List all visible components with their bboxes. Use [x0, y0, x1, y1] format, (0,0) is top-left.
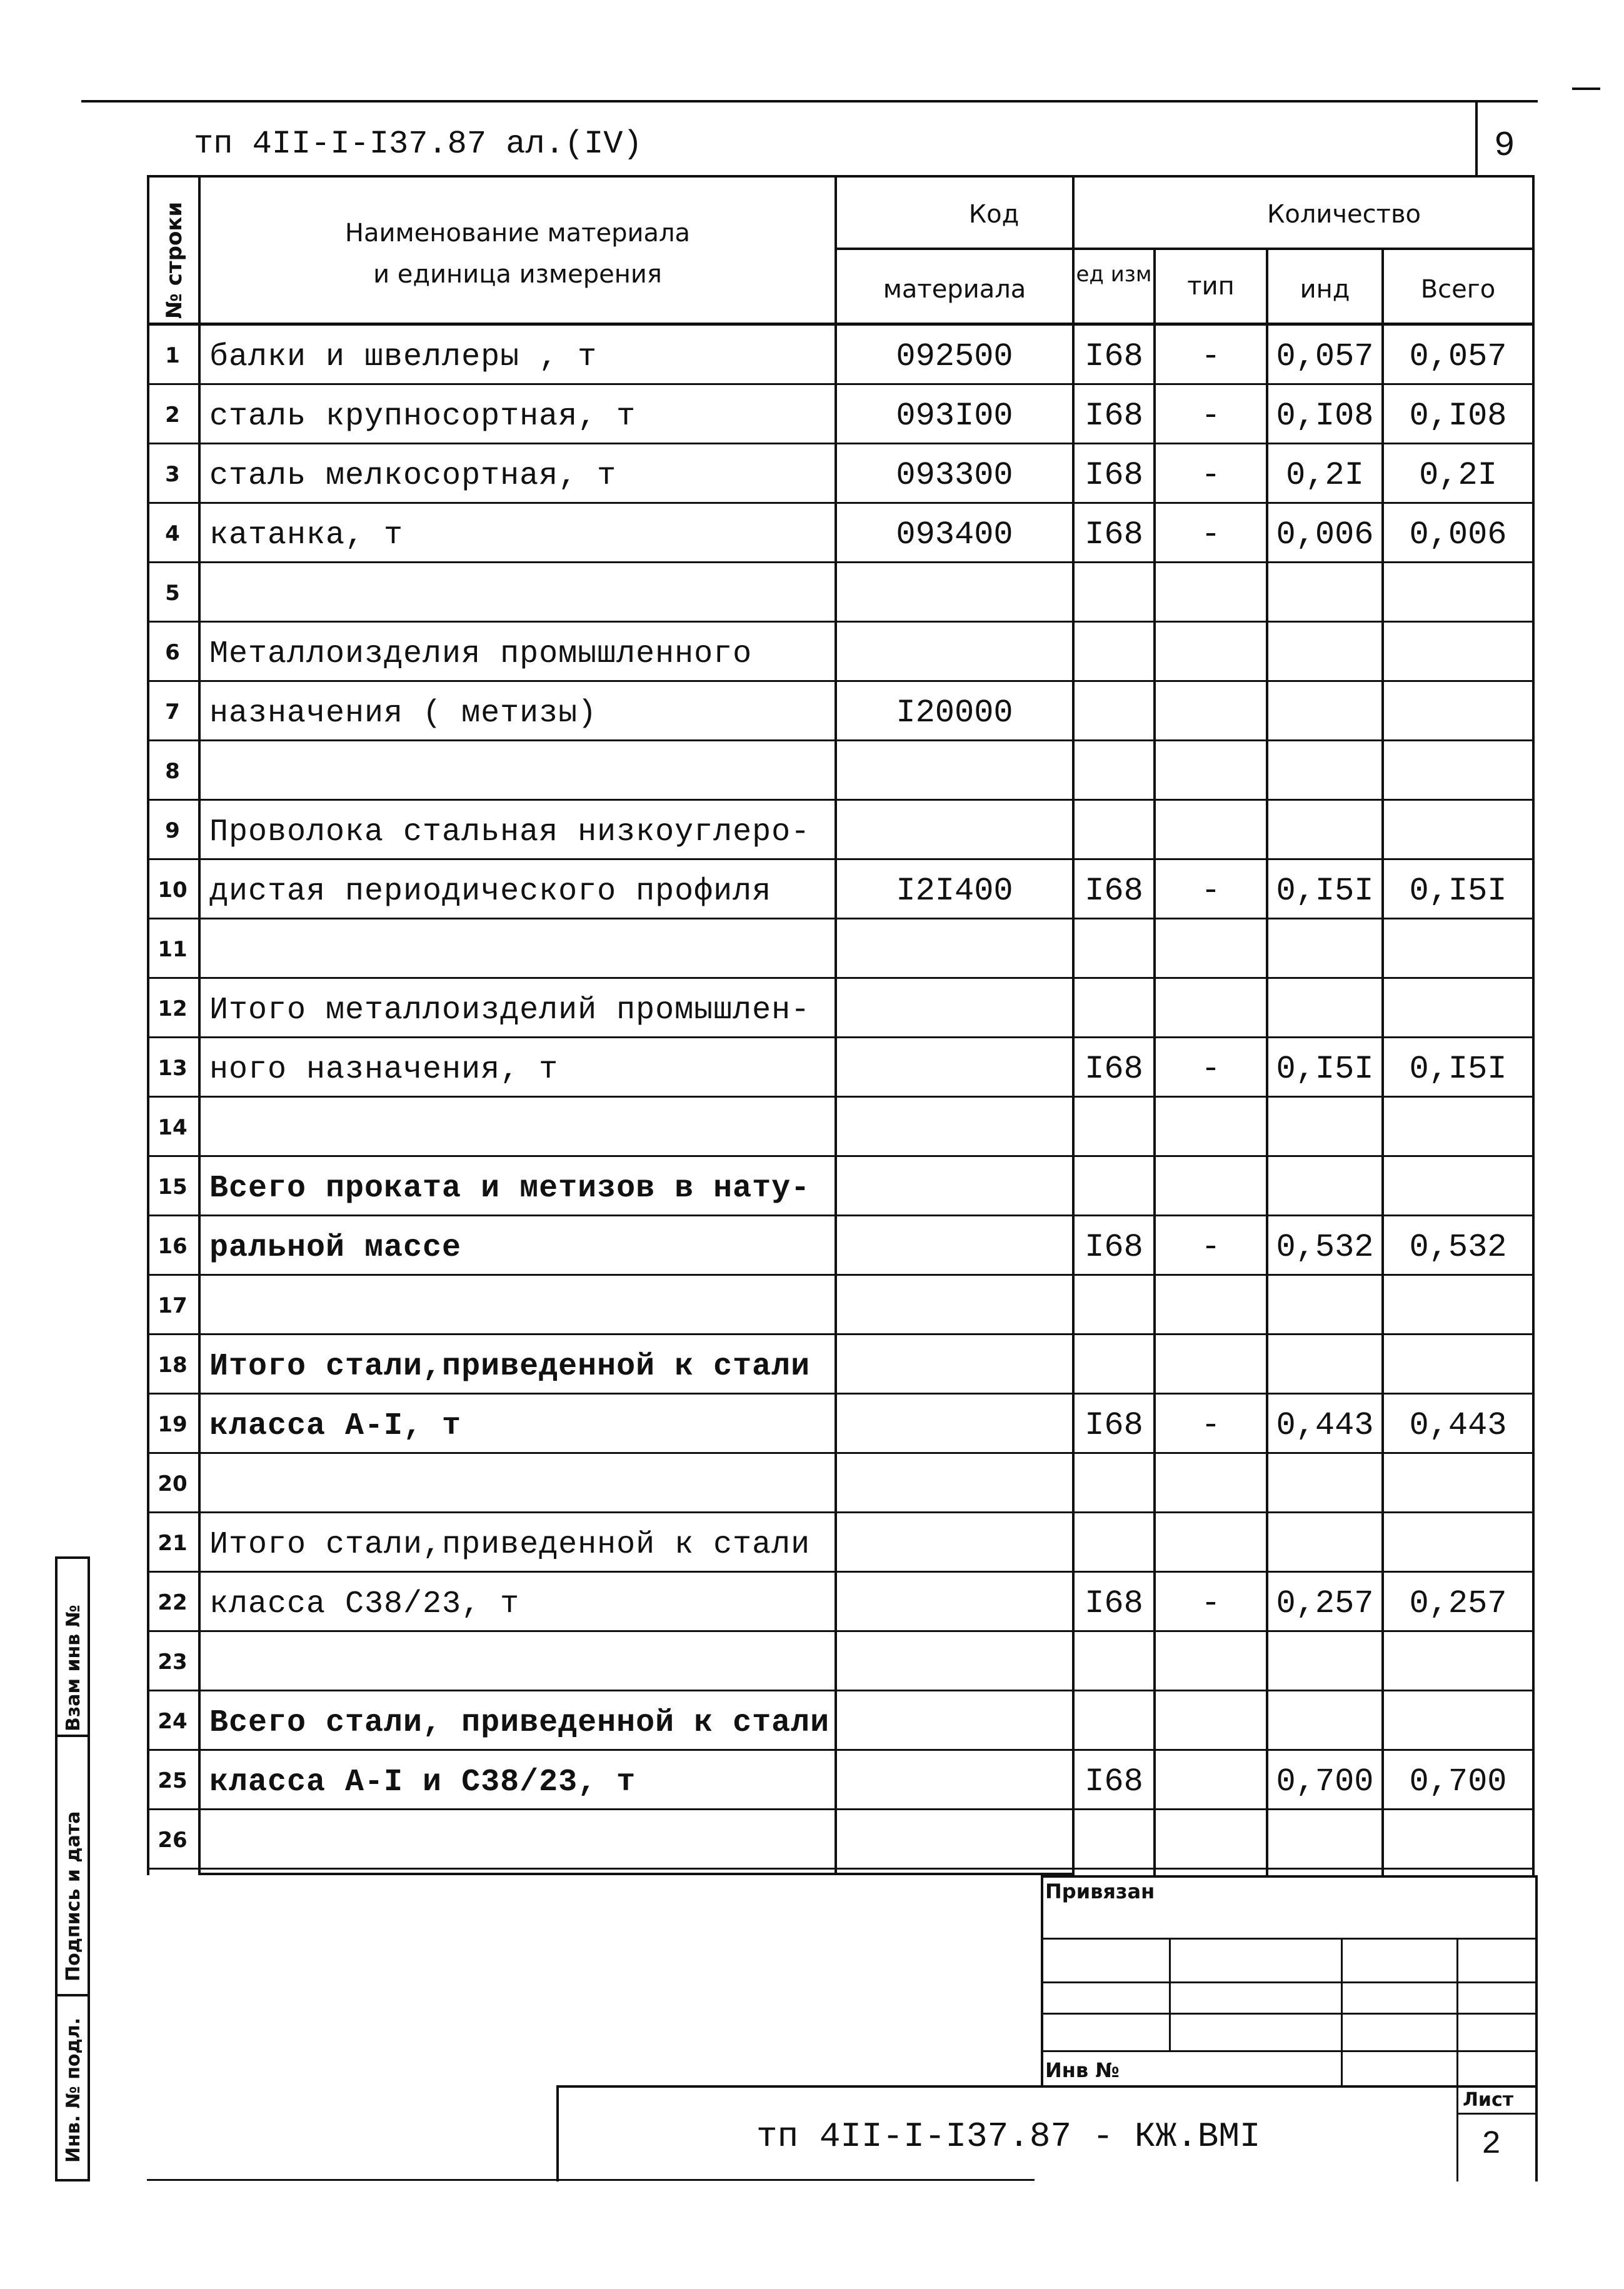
cell-total: 0,006: [1409, 516, 1507, 553]
material-name: Итого стали,приведенной к стали: [209, 1349, 811, 1385]
cell-total: 0,443: [1409, 1407, 1507, 1444]
material-name: Проволока стальная низкоуглеро-: [209, 814, 811, 850]
header-code: тп 4II-I-I37.87 ал.(IV): [194, 126, 643, 163]
row-number: 7: [165, 699, 180, 724]
cell-ind: 0,I08: [1276, 398, 1374, 434]
signature-date-label: Подпись и дата: [63, 1811, 84, 1981]
cell-total: 0,I5I: [1409, 873, 1507, 909]
cell-ind: 0,443: [1276, 1407, 1374, 1444]
row-number: 12: [158, 996, 188, 1021]
qty-ind-header: инд: [1300, 275, 1350, 304]
row-number: 22: [158, 1590, 188, 1615]
table-row: [147, 385, 1535, 444]
table-row: [147, 1395, 1535, 1454]
code-material-header: материала: [883, 275, 1026, 304]
cell-ind: 0,700: [1276, 1763, 1374, 1800]
cell-total: 0,2I: [1419, 457, 1497, 494]
table-row: [147, 979, 1535, 1038]
cell-type: -: [1201, 338, 1221, 375]
row-number: 8: [165, 759, 180, 784]
table-row: [147, 1038, 1535, 1098]
code-header: Код: [968, 200, 1020, 229]
table-row: [147, 1157, 1535, 1216]
material-name: Итого металлоизделий промышлен-: [209, 993, 811, 1028]
row-number: 6: [165, 640, 180, 665]
top-rule: [81, 100, 1538, 103]
table-row: [147, 563, 1535, 623]
row-number: 3: [165, 462, 180, 487]
cell-total: 0,057: [1409, 338, 1507, 375]
row-number: 17: [158, 1293, 188, 1318]
table-row: [147, 1276, 1535, 1335]
cell-ind: 0,I5I: [1276, 1051, 1374, 1088]
row-number: 2: [165, 403, 180, 428]
inv-no-label: Инв №: [1045, 2058, 1120, 2082]
row-number: 13: [158, 1056, 188, 1081]
table-row: [147, 1810, 1535, 1870]
row-number: 1: [165, 343, 180, 368]
cell-type: -: [1201, 1407, 1221, 1444]
row-number: 23: [158, 1650, 188, 1675]
row-number: 26: [158, 1828, 188, 1853]
table-row: [147, 504, 1535, 563]
cell-ind: 0,I5I: [1276, 873, 1374, 909]
cell-ind: 0,532: [1276, 1229, 1374, 1266]
cell-type: -: [1201, 1051, 1221, 1088]
cell-type: -: [1201, 873, 1221, 909]
cell-ind: 0,2I: [1286, 457, 1364, 494]
row-number: 9: [165, 818, 180, 843]
qty-type-header: тип: [1187, 272, 1235, 301]
cell-unit: I68: [1085, 516, 1143, 553]
material-name: класса А-I, т: [209, 1408, 462, 1444]
cell-unit: I68: [1085, 1585, 1143, 1622]
table-row: [147, 919, 1535, 979]
page-number-divider: [1475, 103, 1478, 178]
cell-total: 0,I08: [1409, 398, 1507, 434]
code-unit-header: ед изм: [1076, 262, 1152, 287]
table-row: [147, 1098, 1535, 1157]
row-number: 18: [158, 1353, 188, 1378]
row-number: 5: [165, 581, 180, 606]
table-row: [147, 1751, 1535, 1810]
corner-mark: [1572, 88, 1600, 90]
material-name: Всего стали, приведенной к стали: [209, 1705, 830, 1741]
cell-unit: I68: [1085, 457, 1143, 494]
materials-table: [147, 175, 1535, 1903]
bound-label: Привязан: [1045, 1880, 1155, 1903]
cell-total: 0,257: [1409, 1585, 1507, 1622]
cell-ind: 0,257: [1276, 1585, 1374, 1622]
name-header-line2: и единица измерения: [373, 260, 662, 289]
sheet-label: Лист: [1463, 2089, 1514, 2111]
cell-total: 0,I5I: [1409, 1051, 1507, 1088]
page-number: 9: [1494, 126, 1515, 166]
material-name: Всего проката и метизов в нату-: [209, 1171, 811, 1206]
cell-type: -: [1201, 516, 1221, 553]
cell-code: 093400: [896, 516, 1013, 553]
row-number: 19: [158, 1412, 188, 1437]
material-name: ральной массе: [209, 1230, 462, 1266]
cell-type: -: [1201, 457, 1221, 494]
material-name: дистая периодического профиля: [209, 874, 772, 909]
table-row: [147, 801, 1535, 860]
material-name: балки и швеллеры , т: [209, 339, 598, 375]
row-number: 4: [165, 521, 180, 546]
cell-unit: I68: [1085, 1763, 1143, 1800]
table-row: [147, 1632, 1535, 1691]
vzam-inv-label: Взам инв №: [63, 1605, 84, 1731]
quantity-header: Количество: [1266, 200, 1421, 229]
inv-podl-label: Инв. № подл.: [63, 2017, 84, 2163]
table-row: [147, 1513, 1535, 1573]
cell-unit: I68: [1085, 873, 1143, 909]
cell-unit: I68: [1085, 1407, 1143, 1444]
name-header-line1: Наименование материала: [344, 219, 691, 248]
cell-type: -: [1201, 398, 1221, 434]
table-row: [147, 860, 1535, 919]
cell-code: I20000: [896, 694, 1013, 731]
row-number: 15: [158, 1175, 188, 1200]
material-name: Металлоизделия промышленного: [209, 636, 753, 672]
cell-type: -: [1201, 1229, 1221, 1266]
qty-total-header: Всего: [1420, 275, 1496, 304]
table-row: [147, 682, 1535, 741]
table-row: [147, 1216, 1535, 1276]
row-number: 14: [158, 1115, 188, 1140]
row-number: 21: [158, 1531, 188, 1556]
material-name: назначения ( метизы): [209, 696, 598, 731]
table-row: [147, 444, 1535, 504]
document-code: тп 4II-I-I37.87 - КЖ.ВМI: [756, 2116, 1261, 2156]
material-name: ного назначения, т: [209, 1052, 559, 1088]
cell-unit: I68: [1085, 1051, 1143, 1088]
table-row: [147, 741, 1535, 801]
table-row: [147, 1691, 1535, 1751]
cell-unit: I68: [1085, 398, 1143, 434]
row-number: 24: [158, 1709, 188, 1734]
material-name: сталь крупносортная, т: [209, 399, 636, 434]
cell-code: 092500: [896, 338, 1013, 375]
row-number: 25: [158, 1768, 188, 1793]
material-name: класса А-I и С38/23, т: [209, 1765, 636, 1800]
cell-ind: 0,057: [1276, 338, 1374, 375]
row-number: 10: [158, 878, 188, 903]
row-number-header: № строки: [162, 201, 187, 319]
row-number: 16: [158, 1234, 188, 1259]
cell-unit: I68: [1085, 338, 1143, 375]
table-row: [147, 1335, 1535, 1395]
sheet-number: 2: [1481, 2126, 1501, 2163]
cell-total: 0,700: [1409, 1763, 1507, 1800]
cell-ind: 0,006: [1276, 516, 1374, 553]
cell-type: -: [1201, 1585, 1221, 1622]
cell-code: 093300: [896, 457, 1013, 494]
material-name: класса С38/23, т: [209, 1586, 520, 1622]
table-row: [147, 623, 1535, 682]
material-name: сталь мелкосортная, т: [209, 458, 617, 494]
material-name: катанка, т: [209, 518, 404, 553]
table-row: [147, 326, 1535, 385]
cell-code: 093I00: [896, 398, 1013, 434]
cell-unit: I68: [1085, 1229, 1143, 1266]
cell-total: 0,532: [1409, 1229, 1507, 1266]
table-row: [147, 1454, 1535, 1513]
table-row: [147, 1573, 1535, 1632]
row-number: 20: [158, 1471, 188, 1496]
row-number: 11: [158, 937, 188, 962]
material-name: Итого стали,приведенной к стали: [209, 1527, 811, 1563]
cell-code: I2I400: [896, 873, 1013, 909]
